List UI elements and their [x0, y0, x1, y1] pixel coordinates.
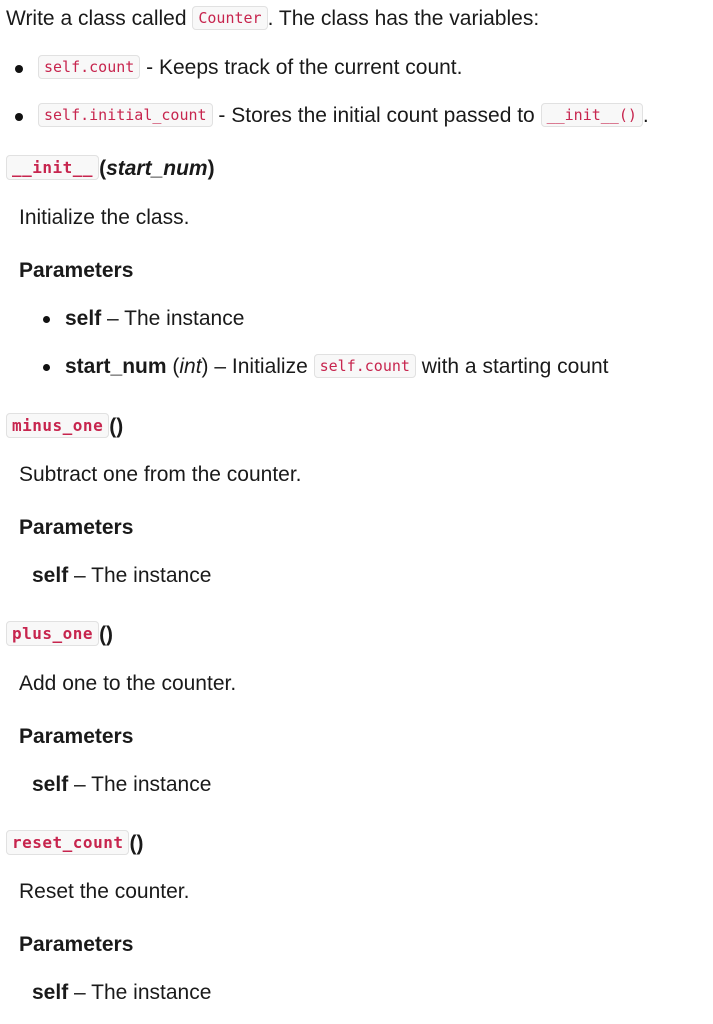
param-item-self [65, 306, 244, 331]
method-name-code: __init__ [6, 155, 99, 180]
param-desc: – The instance [68, 564, 212, 587]
var-desc: - Keeps track of the current count. [140, 56, 463, 79]
param-item-self [32, 563, 211, 588]
bullet-icon [15, 65, 23, 73]
param-name: start_num [65, 355, 167, 378]
parens: () [99, 623, 114, 646]
params-heading: Parameters [19, 933, 134, 956]
open-paren: ( [99, 157, 107, 180]
param-desc: – The instance [68, 773, 212, 796]
param-item-self [32, 980, 211, 1005]
bullet-icon [43, 364, 50, 371]
parens: () [129, 832, 144, 855]
method-name-code: plus_one [6, 621, 99, 646]
var-code: self.count [38, 55, 140, 79]
parens: () [109, 415, 124, 438]
params-heading: Parameters [19, 516, 134, 539]
method-description: Initialize the class. [19, 206, 190, 229]
intro-line [6, 6, 539, 31]
param-desc: – Initialize [208, 355, 314, 378]
method-signature-minus-one [6, 414, 123, 439]
class-name-code: Counter [192, 6, 267, 30]
bullet-icon [15, 113, 23, 121]
init-ref-code: __init__() [541, 103, 643, 127]
method-description: Subtract one from the counter. [19, 463, 302, 486]
param-type: int [179, 355, 202, 378]
type-open: ( [166, 355, 180, 378]
method-description: Reset the counter. [19, 880, 190, 903]
param-item-self [32, 772, 211, 797]
params-heading: Parameters [19, 259, 134, 282]
param-desc: – The instance [68, 981, 212, 1004]
method-signature-init [6, 156, 215, 181]
param-name: self [65, 307, 102, 330]
param-item-start-num [65, 354, 609, 379]
arg-name: start_num [106, 157, 208, 180]
intro-suffix: . The class has the variables: [267, 7, 540, 30]
param-desc: – The instance [101, 307, 245, 330]
var-code: self.initial_count [38, 103, 213, 127]
params-heading: Parameters [19, 725, 134, 748]
param-after: with a starting count [415, 355, 609, 378]
param-code: self.count [314, 354, 416, 378]
intro-prefix: Write a class called [6, 7, 193, 30]
method-description: Add one to the counter. [19, 672, 237, 695]
var-desc: - Stores the initial count passed to [212, 104, 541, 127]
method-signature-plus-one [6, 622, 113, 647]
bullet-icon [43, 316, 50, 323]
param-name: self [32, 773, 69, 796]
variable-item-count [38, 55, 462, 80]
method-signature-reset-count [6, 831, 143, 856]
close-paren: ) [207, 157, 215, 180]
method-name-code: reset_count [6, 830, 129, 855]
param-name: self [32, 981, 69, 1004]
type-close: ) [201, 355, 209, 378]
method-name-code: minus_one [6, 413, 109, 438]
variable-item-initial-count [38, 103, 649, 128]
param-name: self [32, 564, 69, 587]
var-after: . [642, 104, 649, 127]
